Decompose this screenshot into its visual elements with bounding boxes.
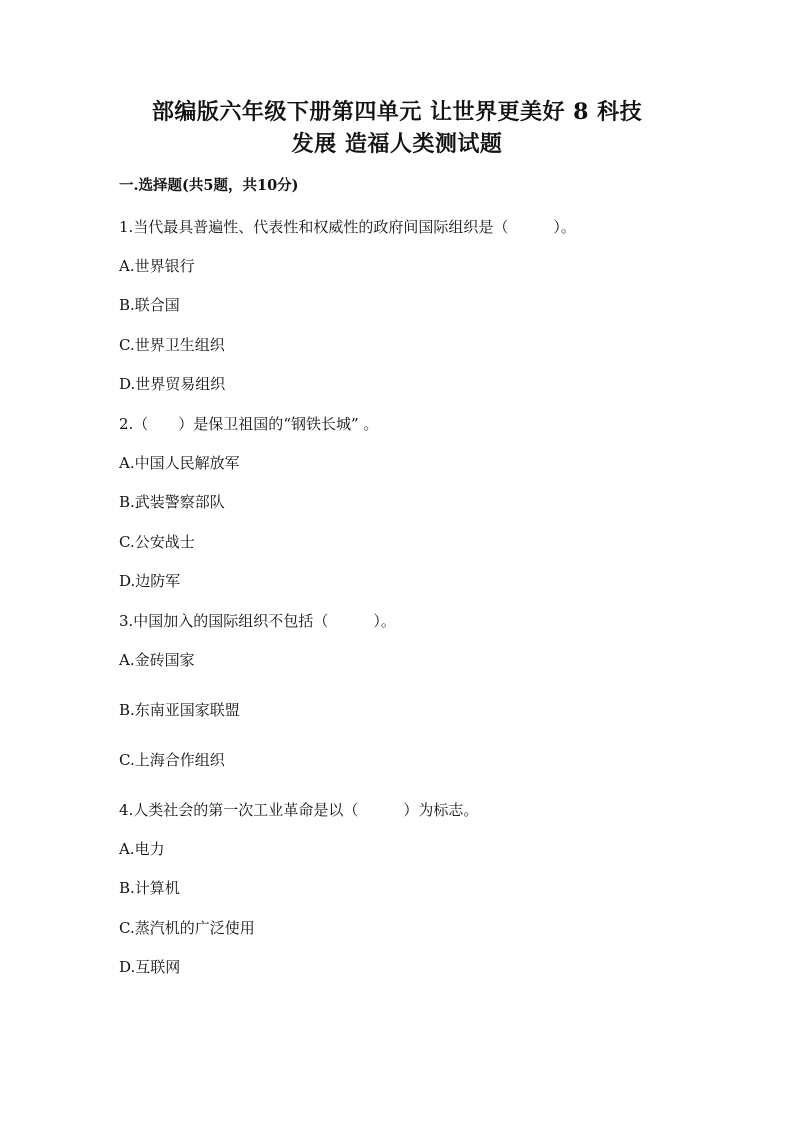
question-4-option-b: B.计算机: [119, 879, 180, 897]
question-2-option-b: B.武装警察部队: [119, 493, 225, 511]
question-1-option-c: C.世界卫生组织: [119, 336, 225, 354]
question-4-option-c: C.蒸汽机的广泛使用: [119, 919, 255, 937]
question-4-option-d: D.互联网: [119, 958, 181, 976]
document-title-line-2: 发展 造福人类测试题: [291, 131, 503, 157]
question-3-option-a: A.金砖国家: [119, 651, 195, 669]
question-3-option-c: C.上海合作组织: [119, 751, 225, 769]
question-4-option-a: A.电力: [119, 840, 165, 858]
question-4-stem: 4.人类社会的第一次工业革命是以（ ）为标志。: [119, 801, 479, 819]
question-3-option-b: B.东南亚国家联盟: [119, 701, 240, 719]
question-1-option-b: B.联合国: [119, 296, 180, 314]
question-2-option-c: C.公安战士: [119, 533, 195, 551]
question-1-option-a: A.世界银行: [119, 257, 195, 275]
question-1-option-d: D.世界贸易组织: [119, 375, 226, 393]
document-title-line-1: 部编版六年级下册第四单元 让世界更美好 8 科技: [151, 99, 643, 125]
question-3-stem: 3.中国加入的国际组织不包括（ ）。: [119, 612, 396, 630]
question-2-option-d: D.边防军: [119, 572, 181, 590]
section-header: 一.选择题(共5题，共10分): [119, 177, 299, 194]
question-2-option-a: A.中国人民解放军: [119, 454, 240, 472]
question-2-stem: 2.（ ）是保卫祖国的“钢铁长城” 。: [119, 415, 379, 433]
question-1-stem: 1.当代最具普遍性、代表性和权威性的政府间国际组织是（ ）。: [119, 218, 576, 236]
